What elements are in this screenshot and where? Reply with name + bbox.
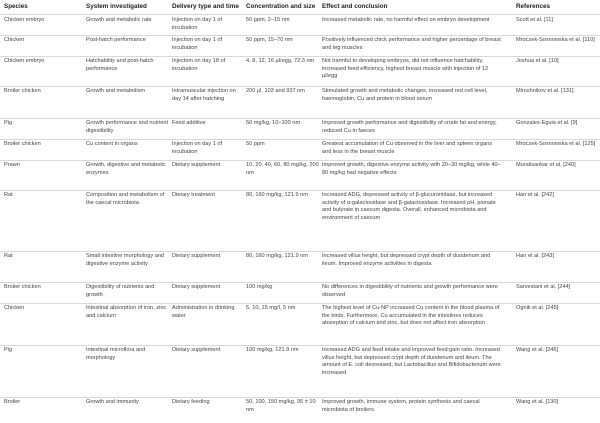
row-divider <box>0 56 600 57</box>
row-divider <box>0 303 600 304</box>
row-concentration: 4, 8, 12, 16 µl/egg, 72.3 nm <box>246 58 315 64</box>
row-system: Growth and metabolic rate <box>86 17 152 23</box>
row-system: Intestinal microflora and morphology <box>86 347 146 361</box>
row-species: Broiler chicken <box>4 141 41 147</box>
row-divider <box>0 251 600 252</box>
row-system: Composition and metabolism of the caecal microbiota <box>86 192 165 206</box>
row-effect: Stimulated growth and metabolic changes, increased red cell level, haemoglobin, Cu and protein in blood serum <box>322 88 488 102</box>
row-species: Broiler chicken <box>4 88 41 94</box>
row-reference: Mroczek-Sosnowska et al. [110] <box>516 37 595 43</box>
row-species: Rat <box>4 192 13 198</box>
row-delivery: Dietary supplement <box>172 253 221 259</box>
row-concentration: 80, 160 mg/kg, 121.9 nm <box>246 192 308 198</box>
row-reference: Gonzales-Eguia et al. [9] <box>516 120 578 126</box>
row-reference: Wang et al. [130] <box>516 399 559 405</box>
row-divider <box>0 86 600 87</box>
header-delivery: Delivery type and time <box>172 3 239 10</box>
row-delivery: Injection on day 1 of incubation <box>172 37 223 51</box>
header-concentration: Concentration and size <box>246 3 316 10</box>
row-delivery: Dietary supplement <box>172 347 221 353</box>
row-reference: Mroczek-Sosnowska et al. [125] <box>516 141 596 147</box>
row-effect: Improved growth, immune system, protein synthesis and caecal microbiota of broilers <box>322 399 480 413</box>
row-concentration: 100 mg/kg <box>246 284 273 290</box>
row-species: Chicken <box>4 305 25 311</box>
row-species: Broiler <box>4 399 21 405</box>
row-concentration: 10, 20, 40, 60, 80 mg/kg, 200 nm <box>246 162 319 176</box>
row-delivery: Administration in drinking water <box>172 305 235 319</box>
row-concentration: 80, 160 mg/kg, 121.9 nm <box>246 253 308 259</box>
row-system: Cu content in organs <box>86 141 138 147</box>
row-system: Growth performance and nutrient digestibility <box>86 120 169 134</box>
row-divider <box>0 282 600 283</box>
row-effect: Increased metabolic rate, no harmful effect on embryo development <box>322 17 490 23</box>
row-species: Pig <box>4 120 13 126</box>
row-concentration: 5, 10, 15 mg/l, 5 nm <box>246 305 296 311</box>
row-concentration: 200 µl, 103 and 937 nm <box>246 88 305 94</box>
row-reference: Scott et al. [11] <box>516 17 553 23</box>
row-reference: Wang et al. [246] <box>516 347 559 353</box>
row-system: Growth, digestive and metabolic enzymes <box>86 162 166 176</box>
row-reference: Han et al. [243] <box>516 253 554 259</box>
row-divider <box>0 397 600 398</box>
row-delivery: Intramuscular injection on day 14 after hatching <box>172 88 236 102</box>
header-references: References <box>516 3 550 10</box>
row-concentration: 50 ppm <box>246 141 265 147</box>
row-system: Growth and metabolism <box>86 88 146 94</box>
row-species: Chicken <box>4 37 25 43</box>
row-effect: Increased villus height, but depressed crypt depth of duodenum and ileum. Improved enzyme activities in digesta <box>322 253 491 267</box>
row-reference: Sarvestani et al. [244] <box>516 284 571 290</box>
row-concentration: 50, 100, 150 mg/kg, 95 ± 10 nm <box>246 399 316 413</box>
row-species: Prawn <box>4 162 20 168</box>
row-delivery: Feed additive <box>172 120 206 126</box>
row-delivery: Injection on day 1 of incubation <box>172 141 223 155</box>
row-system: Digestibility of nutrients and growth <box>86 284 155 298</box>
header-rule <box>0 14 600 15</box>
row-divider <box>0 139 600 140</box>
row-divider <box>0 160 600 161</box>
row-divider <box>0 190 600 191</box>
row-effect: Increased ADG and feed intake and improved feed:gain ratio. Increased villus height, but depressed crypt depth of duodenum and ileum. The amount of E. coli decreased, but Lactobacillus and Bifidobacterium were increased <box>322 347 501 376</box>
row-reference: Joshua et al. [10] <box>516 58 559 64</box>
row-system: Growth and immunity <box>86 399 139 405</box>
row-concentration: 100 mg/kg, 121.9 nm <box>246 347 299 353</box>
row-concentration: 50 ppm, 15–70 nm <box>246 37 293 43</box>
row-reference: Muralisankar et al. [240] <box>516 162 576 168</box>
row-system: Hatchability and post-hatch performance <box>86 58 154 72</box>
row-delivery: Dietary treatment <box>172 192 215 198</box>
row-system: Intestinal absorption of iron, zinc and calcium <box>86 305 167 319</box>
row-divider <box>0 35 600 36</box>
row-reference: Ognik et al. [245] <box>516 305 559 311</box>
row-reference: Han et al. [242] <box>516 192 554 198</box>
row-effect: Improved growth, digestive enzyme activity with 20–30 mg/kg, while 40–80 mg/kg had negative effects <box>322 162 501 176</box>
row-concentration: 50 ppm, 2–15 nm <box>246 17 290 23</box>
row-delivery: Dietary supplement <box>172 162 221 168</box>
row-species: Broiler chicken <box>4 284 41 290</box>
row-species: Pig <box>4 347 13 353</box>
row-concentration: 50 mg/kg, 10–100 nm <box>246 120 301 126</box>
row-effect: No differences in digestibility of nutrients and growth performance were observed <box>322 284 498 298</box>
row-delivery: Dietary supplement <box>172 284 221 290</box>
header-effect: Effect and conclusion <box>322 3 388 10</box>
row-system: Small intestine morphology and digestive enzyme activity <box>86 253 165 267</box>
row-effect: Positively influenced chick performance and higher percentage of breast and leg muscles <box>322 37 501 51</box>
row-effect: Improved growth performance and digestibility of crude fat and energy, reduced Cu in faeces <box>322 120 497 134</box>
row-delivery: Injection on day 18 of incubation <box>172 58 226 72</box>
row-species: Chicken embryo <box>4 58 45 64</box>
row-species: Rat <box>4 253 13 259</box>
row-delivery: Injection on day 1 of incubation <box>172 17 223 31</box>
header-system: System investigated <box>86 3 147 10</box>
row-effect: Increased ADG, depressed activity of β-glucuronidase, but increased activity of α-galactosidase and β-galactosidase. Increased pH, pionate and butyrate in caecum digesta. Overall, enhanced microbiota and environment of caecum <box>322 192 496 221</box>
row-delivery: Dietary feeding <box>172 399 210 405</box>
row-effect: Greatest accumulation of Cu observed in the liver and spleen organs and less in the breast muscle <box>322 141 493 155</box>
row-divider <box>0 118 600 119</box>
header-species: Species <box>4 3 28 10</box>
row-species: Chicken embryo <box>4 17 45 23</box>
row-effect: Not harmful to developing embryos, did not influence hatchability, increased feed efficiency, highest breast muscle with injection of 12 µl/egg <box>322 58 489 79</box>
row-effect: The highest level of Cu-NP increased Cu content in the blood plasma of the birds. Furthermore, Cu accumulated in the intestines reduces absorption of calcium and zinc, but does not affect iron absorption <box>322 305 500 326</box>
row-divider <box>0 345 600 346</box>
table-header <box>0 0 600 14</box>
row-system: Post-hatch performance <box>86 37 146 43</box>
row-reference: Miroshnikov et al. [131] <box>516 88 574 94</box>
